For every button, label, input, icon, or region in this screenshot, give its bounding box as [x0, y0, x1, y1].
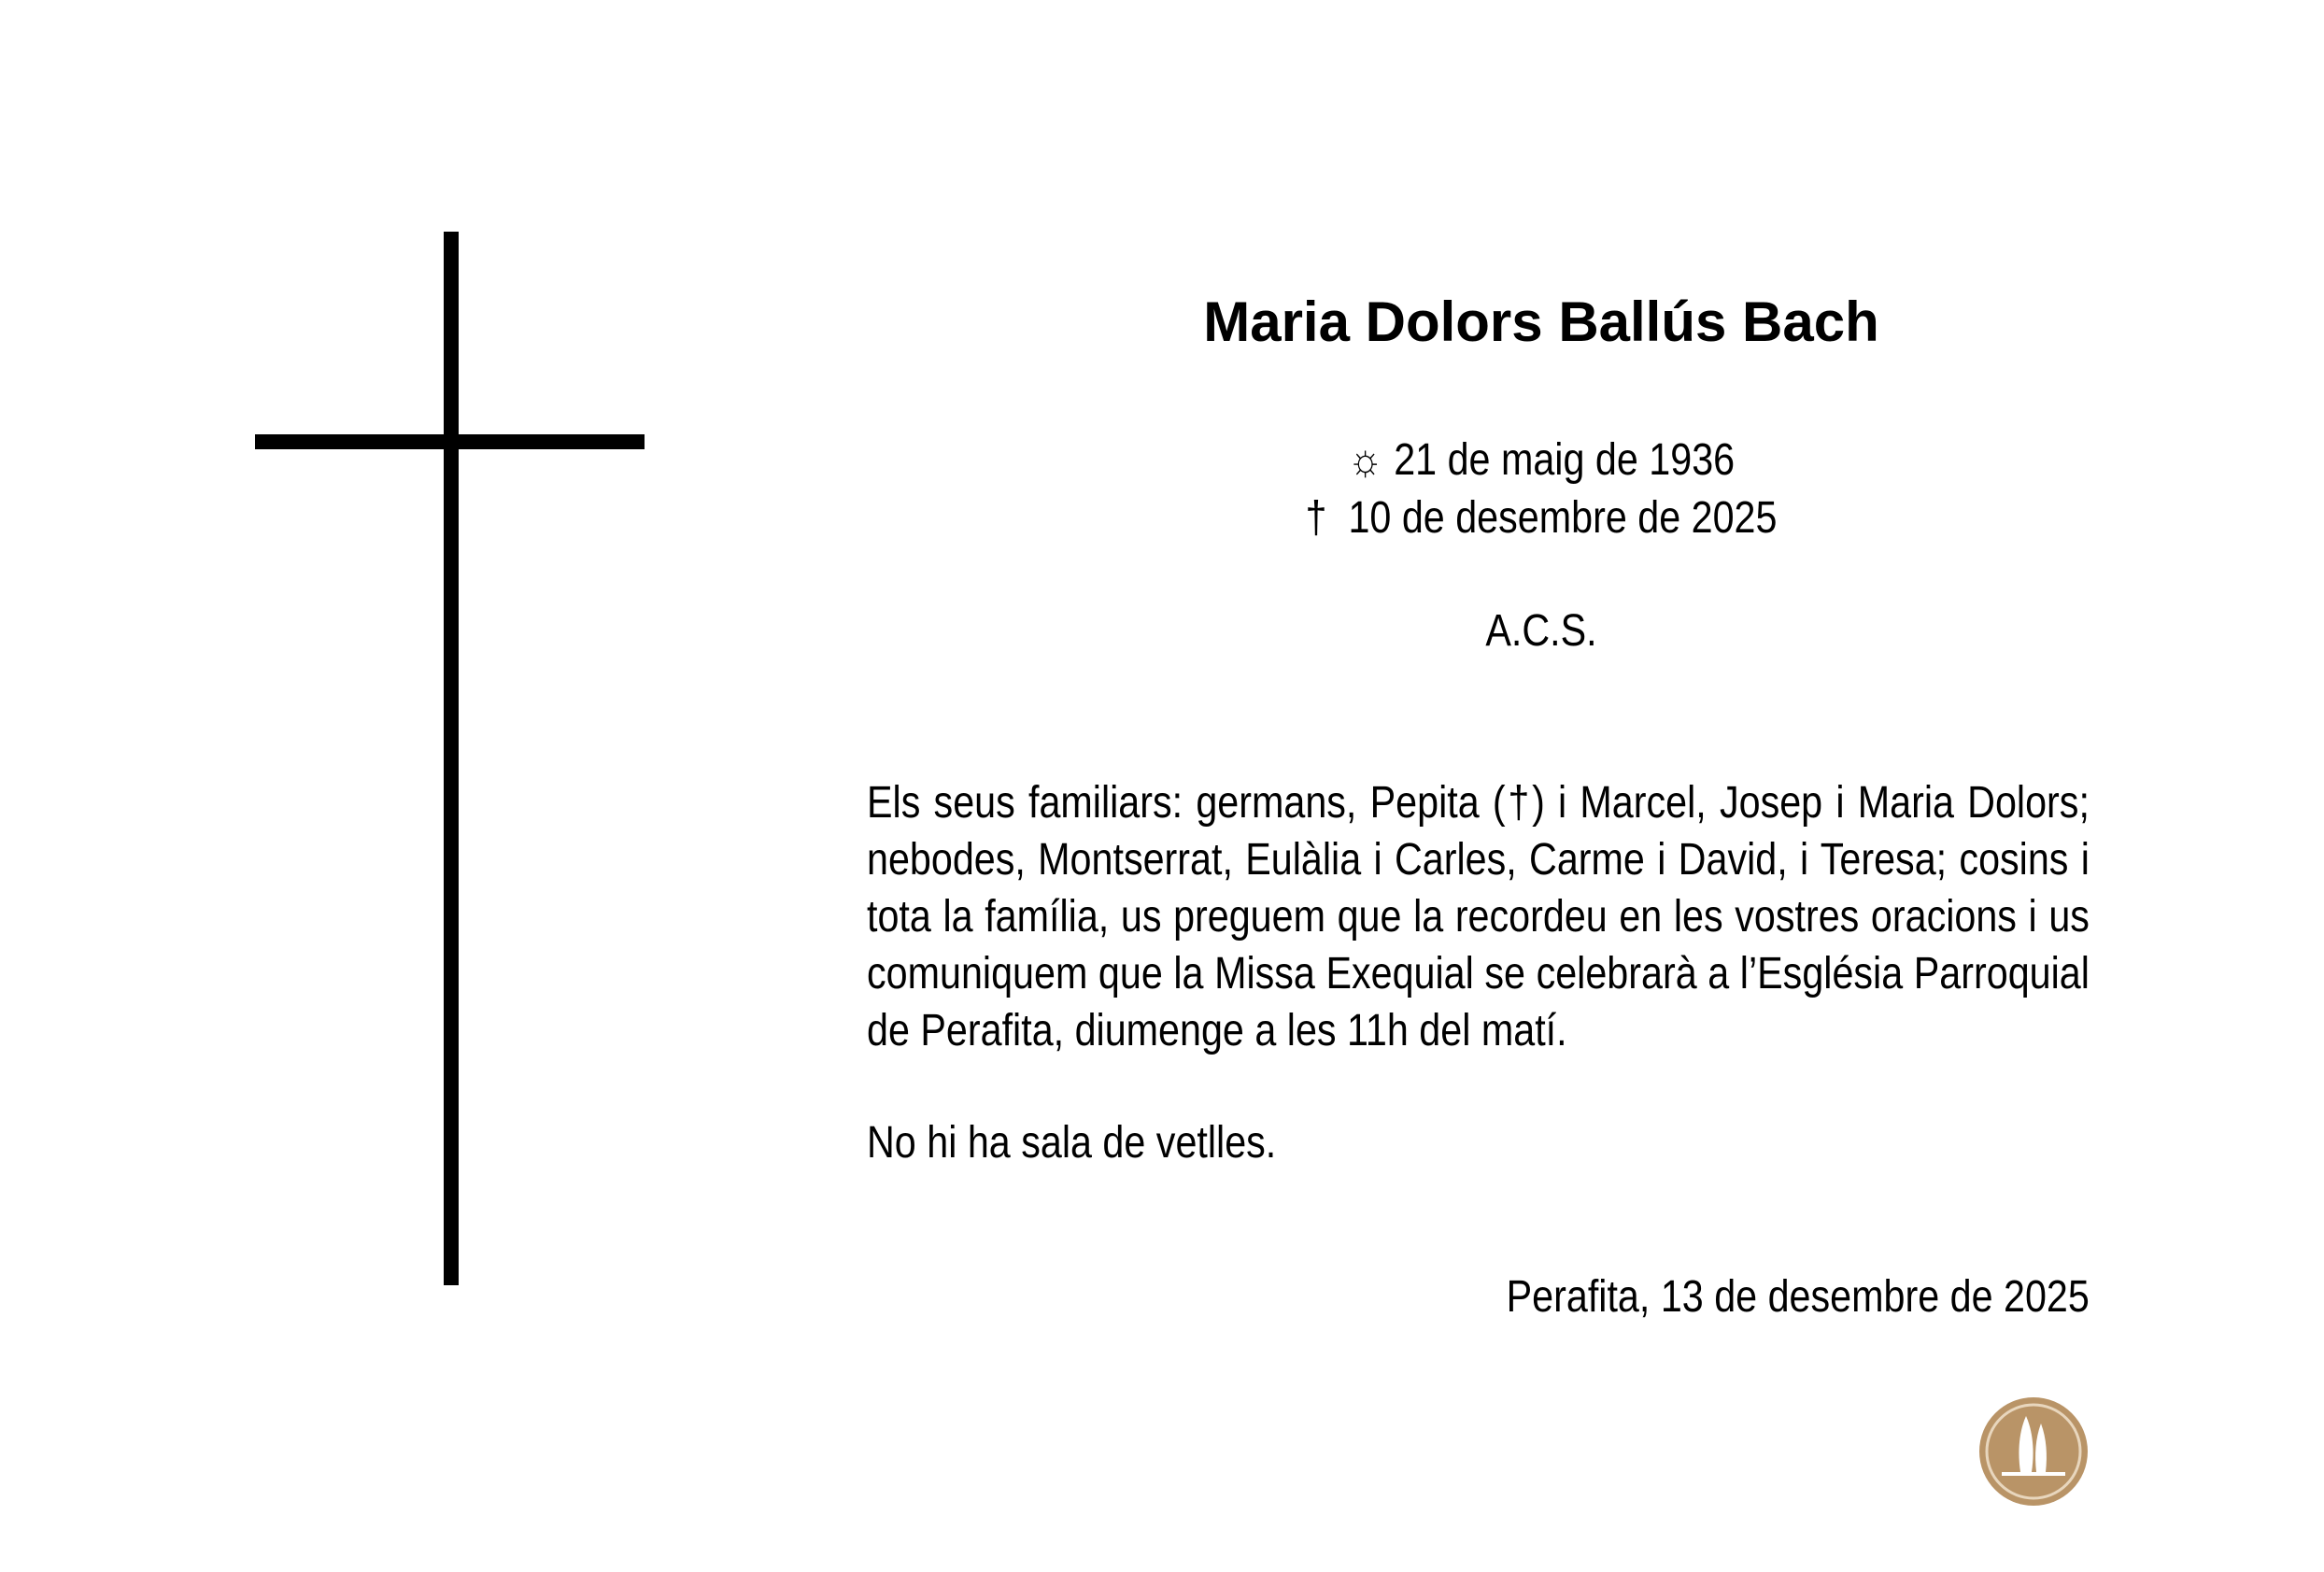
cross-horizontal-bar — [255, 434, 645, 449]
cypress-logo-icon — [1977, 1395, 2090, 1508]
family-paragraph: Els seus familiars: germans, Pepita (†) i Marcel, Josep i Maria Dolors; nebodes, Montserrat, Eulàlia i Carles, Carme i David, i Teresa; cosins i tota la família, us preguem que la recordeu en les vostres oracions i us comuniquem que la Missa Exequial se celebrarà a l’Església Parroquial de Perafita, diumenge a les 11h del matí. — [867, 778, 2090, 1055]
dates-block — [1059, 432, 2023, 547]
sun-icon: ☼ — [1347, 435, 1383, 485]
notice-body — [867, 774, 2090, 1059]
place-date: Perafita, 13 de desembre de 2025 — [1506, 1272, 2090, 1322]
birth-date: 21 de maig de 1936 — [1394, 435, 1736, 485]
deceased-name: Maria Dolors Ballús Bach — [1203, 290, 1879, 353]
dagger-icon: † — [1305, 493, 1327, 543]
cross-vertical-bar — [444, 232, 459, 1285]
death-date: 10 de desembre de 2025 — [1348, 493, 1778, 543]
death-date-line — [1059, 489, 2023, 547]
birth-date-line — [1059, 432, 2023, 489]
acs-text: A.C.S. — [1485, 606, 1597, 656]
wake-paragraph: No hi ha sala de vetlles. — [867, 1118, 1277, 1168]
